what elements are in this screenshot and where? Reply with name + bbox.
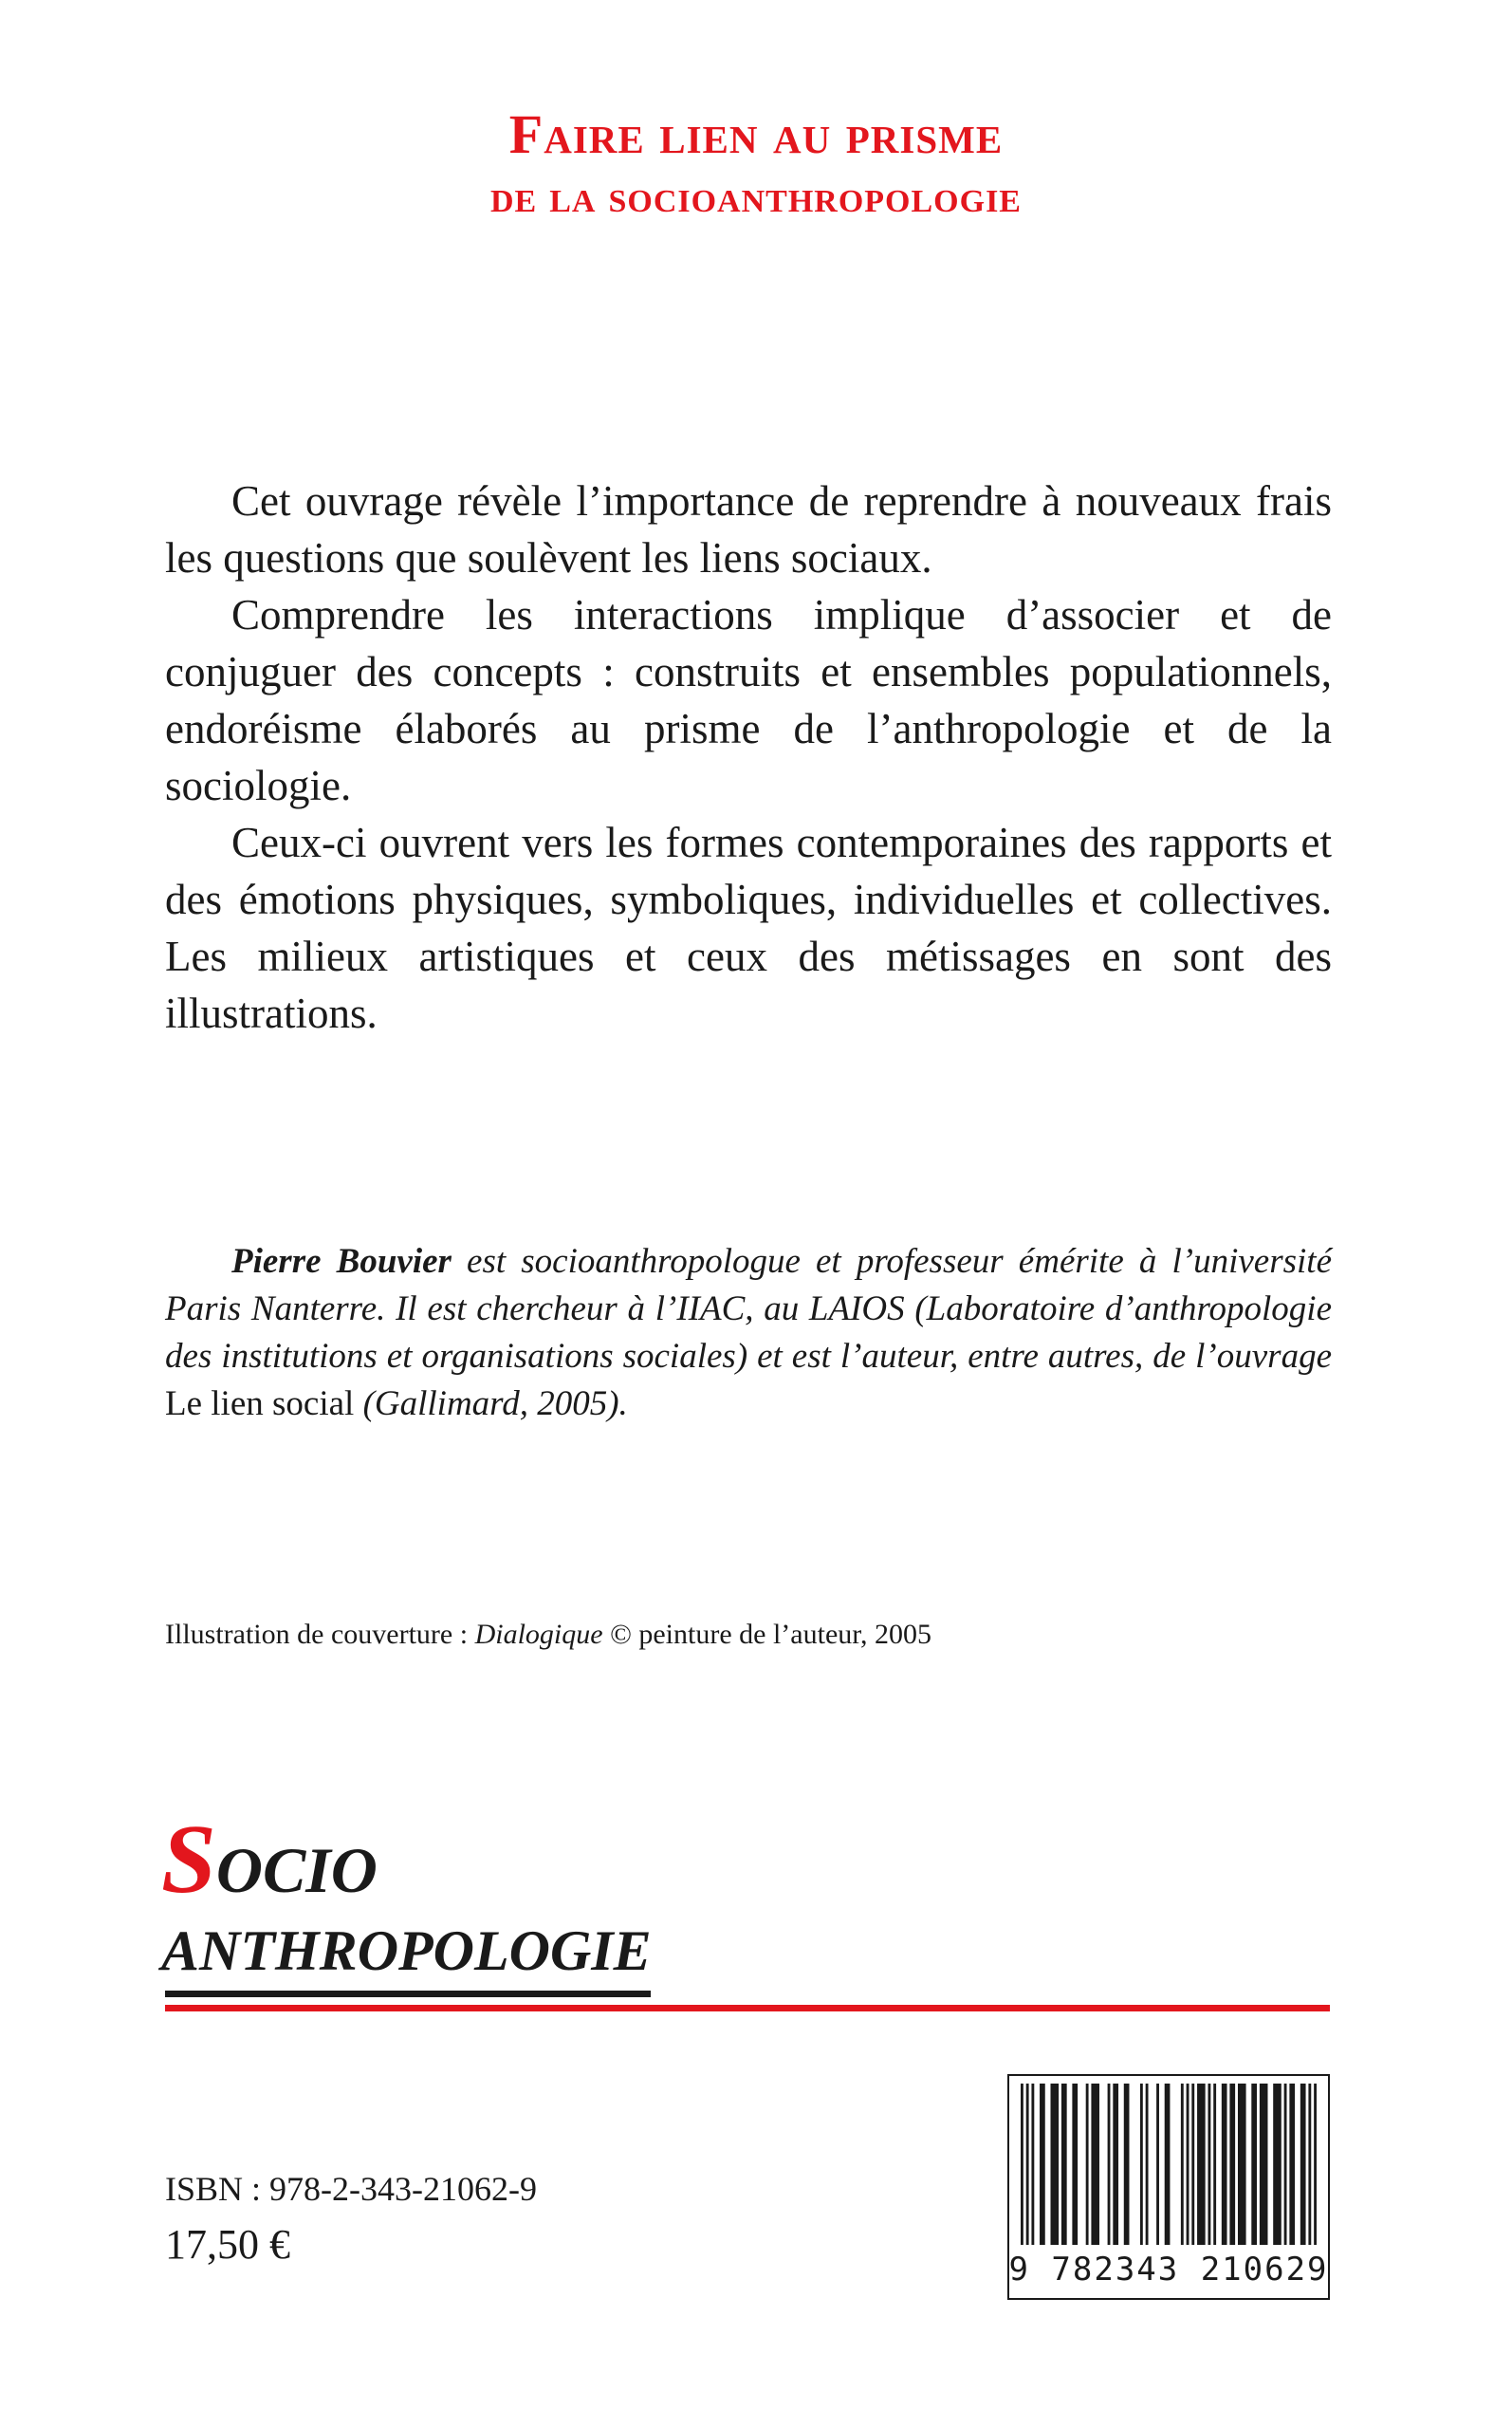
barcode-bar <box>1181 2084 1184 2245</box>
barcode-bar <box>1165 2084 1171 2245</box>
barcode-bar <box>1251 2084 1257 2245</box>
barcode-bar <box>1026 2084 1029 2245</box>
credit-suffix: © peinture de l’auteur, 2005 <box>602 1619 932 1650</box>
summary-paragraph-3: Ceux-ci ouvrent vers les formes contemporaines des rapports et des émotions physiques, symboliques, individuelles et collectives. Les milieux artistiques et ceux des métissages en sont des illustrations. <box>165 819 1332 1037</box>
barcode-bar <box>1040 2084 1045 2245</box>
barcode-bar <box>1146 2084 1149 2245</box>
barcode-bar <box>1086 2084 1089 2245</box>
barcode-bar <box>1229 2084 1235 2245</box>
price: 17,50 € <box>165 2221 290 2268</box>
bio-text-1: est socioanthropologue et professeur émérite à l’université Paris Nanterre. Il est chercheur à l’IIAC, au LAIOS (Laboratoire d’anthropologie des institutions et organisations sociales) et est l’auteur, entre autres, de l’ouvrage <box>165 1242 1332 1376</box>
isbn: ISBN : 978-2-343-21062-9 <box>165 2170 537 2208</box>
barcode-bar <box>1050 2084 1059 2245</box>
series-logo <box>161 1805 652 1984</box>
illustration-credit <box>165 1618 931 1652</box>
barcode-bar <box>1140 2084 1143 2245</box>
barcode <box>1007 2074 1330 2300</box>
series-line-2: ANTHROPOLOGIE <box>161 1919 652 1982</box>
author-bio <box>165 1238 1332 1428</box>
barcode-bar <box>1072 2084 1078 2245</box>
book-title-line-2: de la socioanthropologie <box>490 172 1022 222</box>
summary-paragraph-2: Comprendre les interactions implique d’associer et de conjuguer des concepts : construits et ensembles populationnels, endoréisme élaborés au prisme de l’anthropologie et de la sociologie. <box>165 591 1332 809</box>
barcode-bar <box>1061 2084 1067 2245</box>
barcode-bar <box>1208 2084 1211 2245</box>
barcode-bar <box>1187 2084 1189 2245</box>
credit-work-title: Dialogique <box>474 1619 603 1650</box>
barcode-bar <box>1031 2084 1034 2245</box>
credit-prefix: Illustration de couverture : <box>165 1619 475 1650</box>
barcode-bar <box>1273 2084 1282 2245</box>
bio-text-2: (Gallimard, 2005). <box>354 1384 628 1423</box>
barcode-digits: 9 782343 210629 <box>1008 2251 1329 2289</box>
summary-paragraph-1: Cet ouvrage révèle l’importance de reprendre à nouveaux frais les questions que soulèvent les liens sociaux. <box>165 477 1332 582</box>
barcode-bar <box>1284 2084 1287 2245</box>
barcode-bar <box>1091 2084 1099 2245</box>
series-line-1 <box>161 1805 652 1914</box>
barcode-bar <box>1156 2084 1159 2245</box>
book-title-line-1: Faire lien au prisme <box>508 103 1004 165</box>
barcode-bar <box>1238 2084 1246 2245</box>
series-underline-black <box>165 1991 651 1997</box>
series-initial: S <box>161 1805 216 1914</box>
barcode-bars <box>1021 2084 1317 2245</box>
barcode-bar <box>1300 2084 1306 2245</box>
barcode-bar <box>1314 2084 1317 2245</box>
barcode-bar <box>1108 2084 1111 2245</box>
barcode-bar <box>1222 2084 1227 2245</box>
barcode-bar <box>1124 2084 1130 2245</box>
barcode-bar <box>1308 2084 1311 2245</box>
barcode-bar <box>1191 2084 1194 2245</box>
barcode-bar <box>1260 2084 1268 2245</box>
bio-book-title: Le lien social <box>165 1384 355 1423</box>
book-summary <box>165 473 1332 1042</box>
barcode-bar <box>1289 2084 1295 2245</box>
series-underline-red <box>165 2005 1330 2011</box>
barcode-bar <box>1197 2084 1206 2245</box>
barcode-bar <box>1213 2084 1216 2245</box>
barcode-bar <box>1021 2084 1023 2245</box>
series-line-1-rest: OCIO <box>215 1834 378 1906</box>
barcode-bar <box>1113 2084 1118 2245</box>
author-name: Pierre Bouvier <box>231 1242 452 1281</box>
